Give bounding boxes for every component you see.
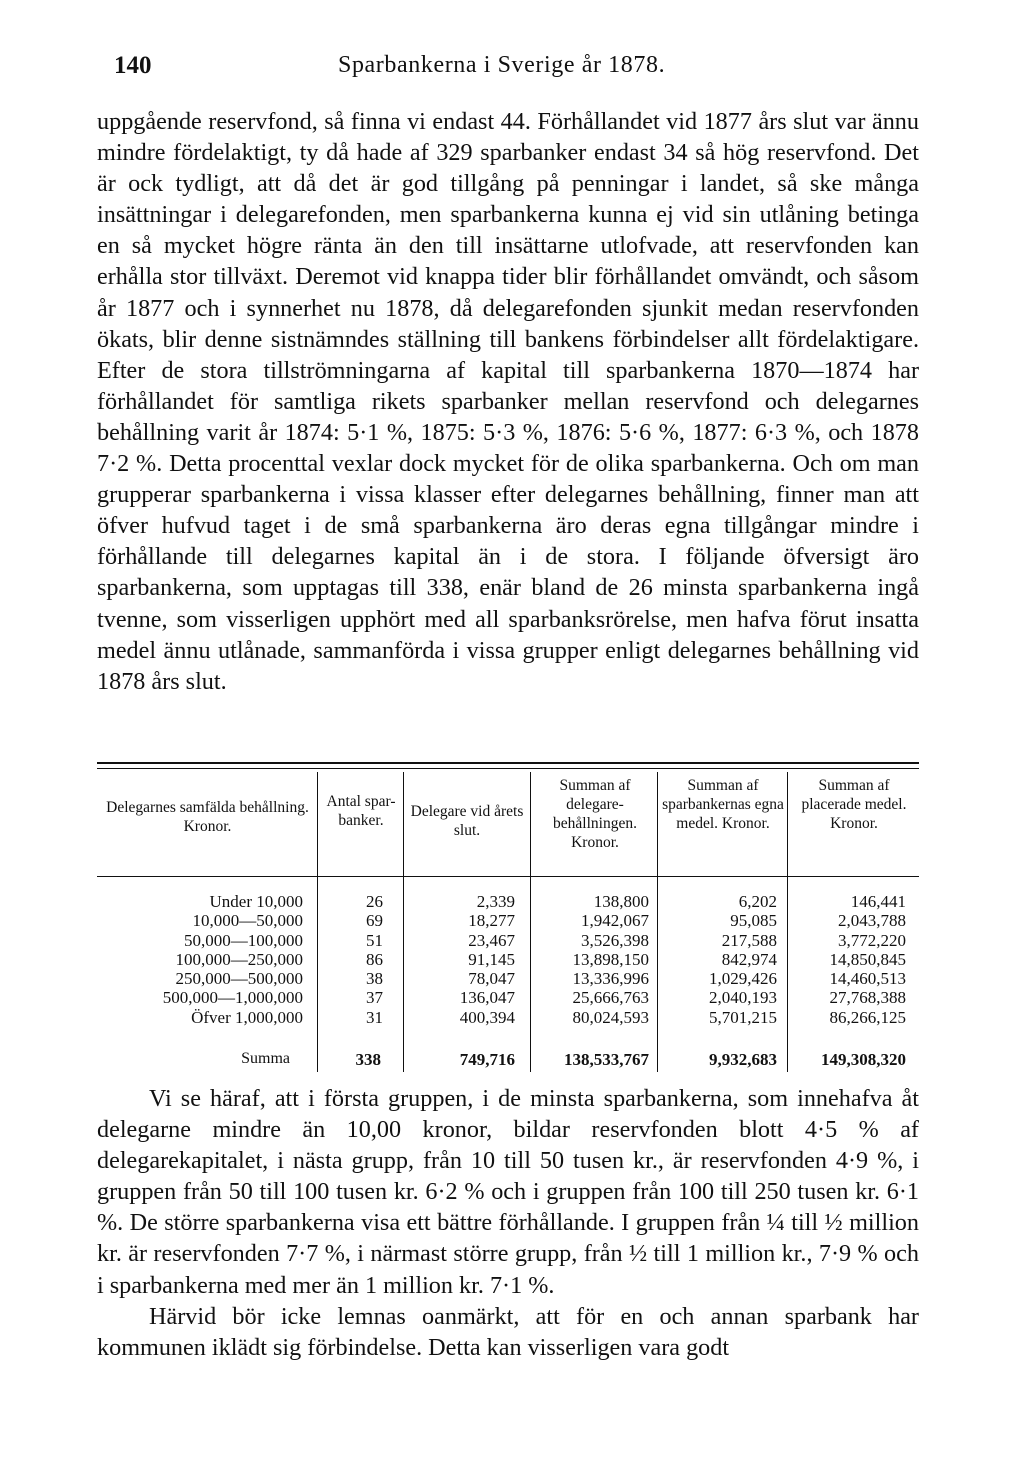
column-own-funds: 6,202 95,085 217,588 842,974 1,029,426 2,040,193 5,701,215 xyxy=(709,892,777,1027)
column-delegates: 2,339 18,277 23,467 91,145 78,047 136,047 400,394 xyxy=(459,892,515,1027)
column-divider xyxy=(530,772,531,1072)
column-divider xyxy=(787,772,788,1072)
column-divider xyxy=(317,772,318,1072)
header-holdings: Delegarnes samfälda behållning. Kronor. xyxy=(106,799,309,835)
summa-label: Summa xyxy=(241,1050,290,1067)
paragraph-closing: Härvid bör icke lemnas oanmärkt, att för en och annan sparbank har kommunen iklädt sig förbindelse. Detta kan visserligen vara godt xyxy=(97,1303,919,1362)
summa-delegate-holdings: 138,533,767 xyxy=(564,1050,649,1069)
header-own-funds: Summan af sparbankernas egna medel. Kronor. xyxy=(662,777,784,832)
column-divider xyxy=(403,772,404,1072)
summa-delegates: 749,716 xyxy=(459,1050,515,1069)
header-delegate-holdings: Summan af delegare-behållningen. Kronor. xyxy=(553,777,637,851)
column-divider xyxy=(657,772,658,1072)
column-delegate-holdings: 138,800 1,942,067 3,526,398 13,898,150 13,336,996 25,666,763 80,024,593 xyxy=(572,892,649,1027)
paragraph-intro: uppgående reservfond, så finna vi endast 44. Förhållandet vid 1877 års slut var ännu mindre fördelaktigt, ty då hade af 329 sparbanker endast 34 så hög reservfond. Det är ock tydligt, att då det är god tillgång på penningar i landet, så ske många insättningar i delegarefonden, men sparbankerna kunna ej vid sin utlåning betinga en så mycket högre ränta än den till insättarne utlofvade, att reservfonden kan erhålla stor tillväxt. Deremot vid knappa tider blir förhållandet omvändt, och såsom år 1877 och i synnerhet nu 1878, då delegarefonden sjunkit medan reservfonden ökats, blir denne sistnämndes ställning till bankens förbindelser allt fördelaktigare. Efter de stora tillströmningarna af kapital till sparbankerna 1870—1874 har förhållandet för samtliga rikets sparbanker mellan reservfond och delegarnes behållning varit år 1874: 5·1 %, 1875: 5·3 %, 1876: 5·6 %, 1877: 6·3 %, och 1878 7·2 %. Detta procenttal vexlar dock mycket för de olika sparbankerna. Och om man grupperar sparbankerna i vissa klasser efter delegarnes behållning, finner man att öfver hufvud taget i de små sparbankerna äro deras egna tillgångar mindre i förhållande till delegarnes kapital än i de stora. I följande öfversigt äro sparbankerna, som upptagas till 338, enär bland de 26 minsta sparbankerna ingå tvenne, som visserligen upphört med all sparbanksrörelse, men hafva förut insatta medel ännu utlånade, sammanförda i vissa grupper enligt delegarnes behållning vid 1878 års slut. xyxy=(97,108,919,695)
running-title: Sparbankerna i Sverige år 1878. xyxy=(338,52,666,78)
summa-placed-funds: 149,308,320 xyxy=(821,1050,906,1069)
paragraph-analysis: Vi se häraf, att i första gruppen, i de minsta sparbankerna, som innehafva åt delegarne mindre än 10,00 kronor, bildar reservfonden blott 4·5 % af delegarekapitalet, i nästa grupp, från 10 till 50 tusen kr., är reservfonden 4·9 %, i gruppen från 50 till 100 tusen kr. 6·2 % och i gruppen från 100 till 250 tusen kr. 6·1 %. De större sparbankerna visa ett bättre förhållande. I gruppen från ¼ till ½ million kr. är reservfonden 7·7 %, i närmast större grupp, från ½ till 1 million kr., 7·9 % och i sparbankerna med mer än 1 million kr. 7·1 %. xyxy=(97,1085,919,1299)
header-rule xyxy=(97,876,919,877)
page-header xyxy=(0,52,1024,92)
column-holdings-ranges: Under 10,000 10,000—50,000 50,000—100,000 100,000—250,000 250,000—500,000 500,000—1,000,000 Öfver 1,000,000 xyxy=(162,892,303,1027)
header-delegates: Delegare vid årets slut. xyxy=(410,803,524,839)
header-placed-funds: Summan af placerade medel. Kronor. xyxy=(801,777,907,832)
savings-bank-groups-table xyxy=(97,762,919,1080)
table-top-rule xyxy=(97,762,919,764)
column-bank-counts: 26 69 51 86 38 37 31 xyxy=(366,892,383,1027)
page-number: 140 xyxy=(114,52,152,79)
summa-banks: 338 xyxy=(355,1050,381,1069)
header-bank-count: Antal spar-banker. xyxy=(326,793,396,829)
summa-own-funds: 9,932,683 xyxy=(709,1050,777,1069)
table-top-rule-thin xyxy=(97,768,919,769)
column-placed-funds: 146,441 2,043,788 3,772,220 14,850,845 14,460,513 27,768,388 86,266,125 xyxy=(829,892,906,1027)
